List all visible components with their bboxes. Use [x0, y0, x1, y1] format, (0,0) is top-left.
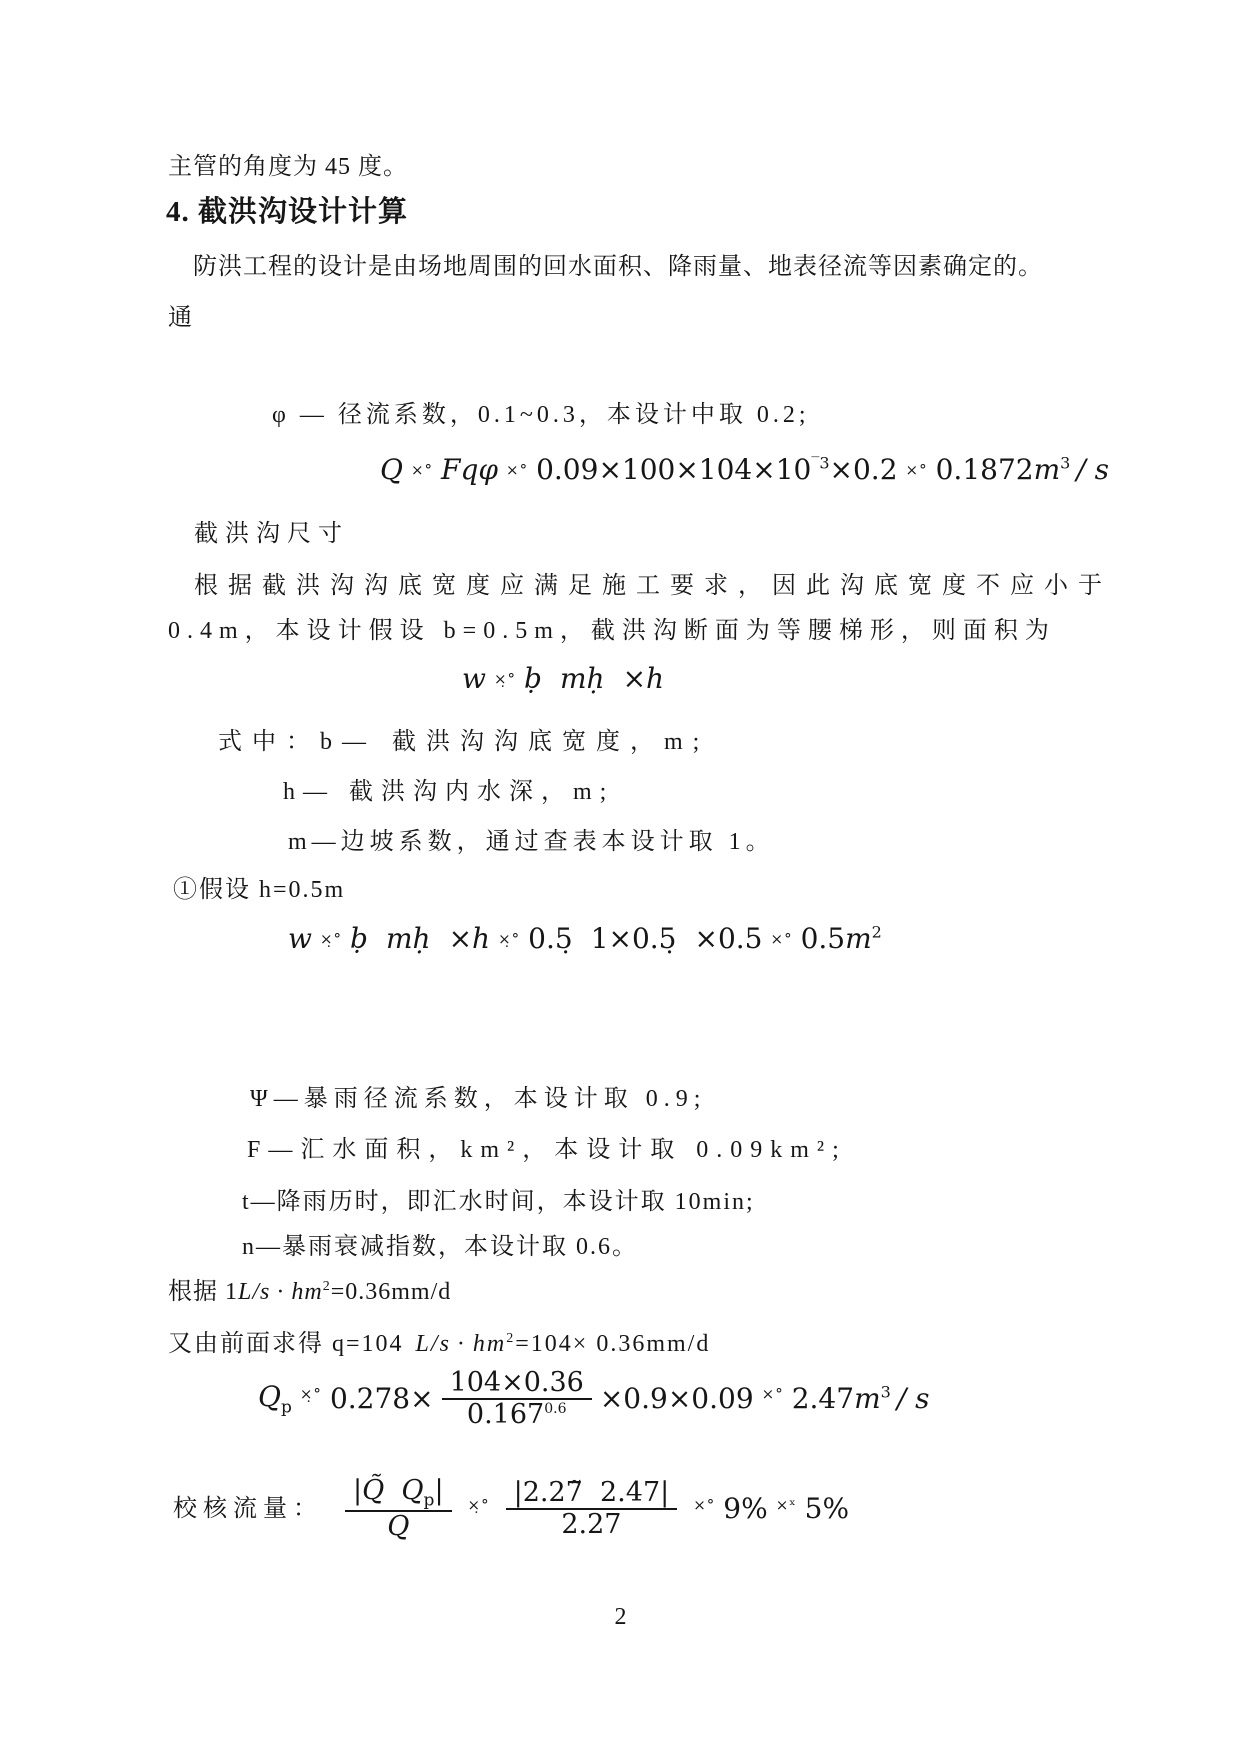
liters-per-second: L/s: [415, 1331, 451, 1357]
equals-artifact-glyph: ×̣°: [299, 1385, 322, 1404]
equals-artifact-glyph: ×̣°: [467, 1495, 490, 1514]
formula-w2-v3: ×0.5: [694, 922, 763, 955]
formula-qp-q: Q: [258, 1380, 281, 1414]
hectare-exp: 2: [322, 1279, 331, 1294]
dot-operator: ·: [456, 1331, 467, 1357]
formula-w-evaluated: [288, 921, 882, 957]
formula-q-result: 0.1872: [935, 453, 1034, 486]
requirement-line-1: 根据截洪沟沟底宽度应满足施工要求，因此沟底宽度不应小于: [194, 573, 1112, 599]
formula-q-lhs: Q: [380, 453, 403, 486]
requirement-line-2: 0.4m，本设计假设 b=0.5m，截洪沟断面为等腰梯形，则面积为: [168, 618, 1056, 644]
den-exponent: 0.6: [544, 1401, 567, 1418]
formula-w2-v1: 0.5̣: [528, 922, 573, 955]
formula-q-tail: ×0.2: [829, 453, 898, 486]
fraction-q-deviation: [345, 1476, 452, 1543]
assumption-line: ①假设 h=0.5m: [173, 877, 346, 903]
fraction-denominator: [459, 1400, 575, 1430]
formula-q-result-exp: 3: [1060, 453, 1071, 473]
section-heading: 4. 截洪沟设计计算: [166, 196, 409, 228]
n-definition-line: n—暴雨衰减指数，本设计取 0.6。: [242, 1234, 638, 1260]
formula-w: [462, 661, 664, 697]
formula-w2-result: 0.5: [800, 922, 846, 955]
less-than-artifact-glyph: ×ˣ: [775, 1495, 797, 1514]
formula-qp-tail: ×0.9×0.09: [599, 1382, 754, 1416]
phi-definition-line: φ — 径流系数，0.1~0.3，本设计中取 0.2;: [272, 402, 810, 428]
formula-w2-b: ḅ: [350, 922, 368, 955]
liters-per-second: L/s: [238, 1279, 271, 1305]
fraction-numerator: [345, 1476, 452, 1512]
formula-w-b: ḅ: [524, 662, 542, 695]
t-definition-line: t—降雨历时，即汇水时间，本设计取 10min;: [242, 1189, 755, 1215]
fraction-denominator: Q: [387, 1511, 410, 1543]
where-h-line: h— 截洪沟内水深，m;: [283, 779, 615, 805]
where-m-line: m—边坡系数，通过查表本设计取 1。: [288, 829, 775, 855]
formula-w-mh: mḥ: [559, 662, 605, 695]
formula-w2-result-var: m: [845, 922, 872, 955]
equals-artifact-glyph: ×°: [770, 930, 793, 948]
equals-artifact-glyph: ×̣°: [498, 930, 521, 948]
intro-line: 主管的角度为 45 度。: [168, 154, 408, 180]
fraction-numerator: |2.27̃ 2.47|: [506, 1478, 678, 1510]
paragraph-line-1: 防洪工程的设计是由场地周围的回水面积、降雨量、地表径流等因素确定的。: [193, 254, 1043, 280]
derived-q-line: [168, 1329, 710, 1360]
page-number: 2: [614, 1604, 627, 1630]
num-sub: p: [423, 1490, 435, 1511]
check-label: 校核流量：: [173, 1495, 323, 1522]
formula-qp-sub: p: [280, 1397, 292, 1418]
formula-q-result-var: m: [1033, 453, 1061, 486]
check-percent-1: 9%: [723, 1492, 768, 1526]
formula-q-exponent: ‾3: [811, 453, 830, 473]
result-exp: 3: [880, 1382, 891, 1402]
fraction-rain-intensity: [442, 1368, 592, 1430]
formula-q-unit: / s: [1076, 453, 1110, 486]
fraction-denominator: 2.27: [561, 1509, 622, 1541]
formula-qp-lhs: [258, 1379, 292, 1419]
formula-qp-result: [792, 1381, 930, 1417]
derived-q-value: =104× 0.36mm/d: [515, 1331, 711, 1357]
formula-w2-lhs: w: [288, 922, 312, 955]
num-bar: |: [434, 1475, 444, 1506]
formula-q-body: 0.09×100×104×10: [536, 453, 812, 486]
equals-artifact-glyph: ×°: [693, 1495, 716, 1514]
derived-q-prefix: 又由前面求得 q=104: [168, 1331, 404, 1357]
formula-w2-mh: mḥ: [385, 922, 431, 955]
equals-artifact-glyph: ×̣°: [493, 670, 517, 688]
subsection-title: 截洪沟尺寸: [194, 521, 349, 547]
formula-check: [173, 1476, 849, 1543]
result-var: m: [854, 1382, 881, 1416]
equals-artifact-glyph: ×°: [761, 1385, 784, 1404]
f-definition-line: F—汇水面积，km²，本设计取 0.09km²;: [247, 1137, 847, 1163]
result-unit: / s: [896, 1382, 930, 1416]
formula-qp: [258, 1368, 930, 1430]
formula-w-xh: ×h: [622, 662, 665, 695]
fraction-numeric: [506, 1478, 678, 1540]
hectare-unit: hm: [472, 1331, 507, 1357]
where-b-line: 式中：b— 截洪沟沟底宽度，m;: [218, 729, 710, 755]
check-percent-2: 5%: [804, 1492, 850, 1526]
formula-w2-result-exp: 2: [871, 922, 882, 942]
formula-w2-v2: 1×0.5̣: [590, 922, 677, 955]
formula-w2-xh: ×h: [448, 922, 491, 955]
paragraph-line-2: 通: [168, 305, 192, 331]
rainfall-unit-value: =0.36mm/d: [330, 1279, 452, 1305]
equals-artifact-glyph: ×°: [905, 461, 928, 479]
rainfall-unit-line: [168, 1277, 451, 1308]
num-q-terms: |Q̃ Q: [353, 1475, 424, 1506]
result-number: 2.47: [791, 1382, 855, 1416]
equals-artifact-glyph: ×°: [506, 461, 529, 479]
formula-q: [380, 452, 1109, 488]
fraction-numerator: 104×0.36: [442, 1368, 592, 1400]
formula-w-lhs: w: [462, 662, 486, 695]
equals-artifact-glyph: ×̣°: [319, 930, 343, 948]
hectare-unit: hm: [291, 1279, 323, 1305]
formula-qp-coef: 0.278×: [329, 1382, 434, 1416]
den-base: 0.167: [466, 1399, 545, 1431]
formula-q-rhs: Fqφ: [441, 453, 499, 486]
psi-definition-line: Ψ—暴雨径流系数，本设计取 0.9;: [250, 1086, 707, 1112]
hectare-exp: 2: [506, 1331, 516, 1346]
rainfall-unit-prefix: 根据 1: [168, 1279, 238, 1305]
dot-operator: ·: [276, 1279, 286, 1305]
equals-artifact-glyph: ×°: [410, 461, 434, 479]
